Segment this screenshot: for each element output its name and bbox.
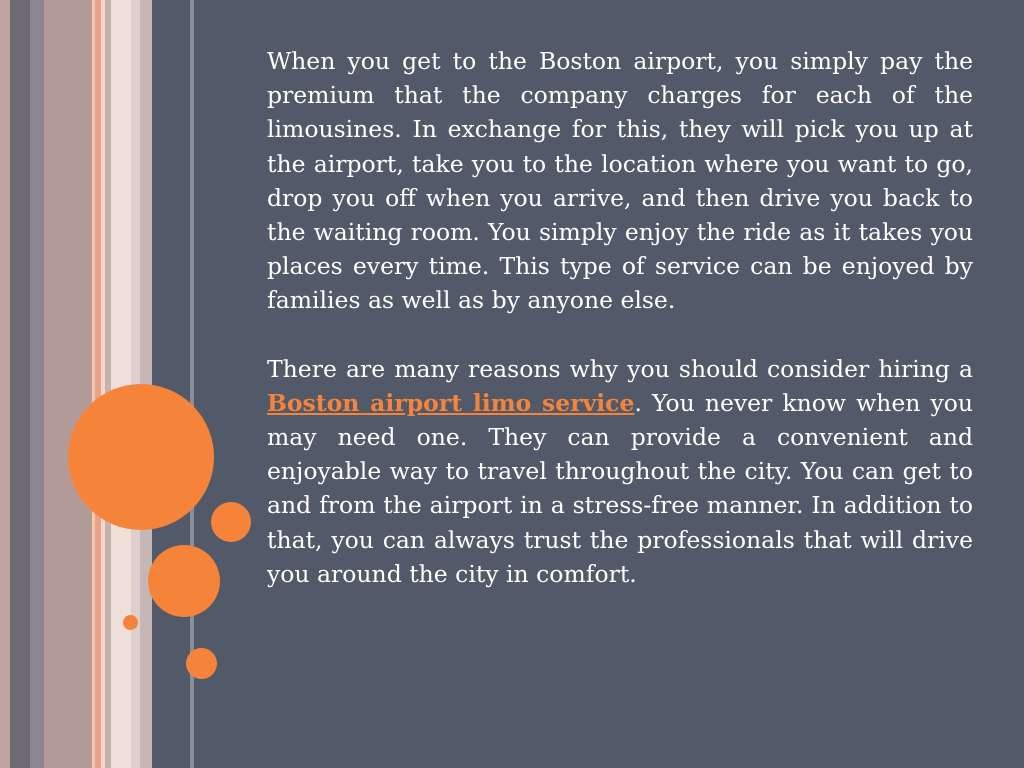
small-orange-circle	[186, 648, 217, 679]
paragraph-text-start: There are many reasons why you should consider hiring a	[267, 354, 973, 383]
paragraph-reasons	[267, 352, 973, 591]
stripe	[152, 0, 190, 768]
stripe	[44, 0, 92, 768]
large-orange-circle	[68, 384, 214, 530]
paragraph-text-end: . You never know when you may need one. They can provide a convenient and enjoyable way to travel throughout the city. You can get to and from the airport in a stress-free manner. In addition to that, you can always trust the professionals that will drive you around the city in comfort.	[267, 388, 973, 588]
paragraph-boston-airport: When you get to the Boston airport, you simply pay the premium that the company charges for each of the limousines. In exchange for this, they will pick you up at the airport, take you to the location where you want to go, drop you off when you arrive, and then drive you back to the waiting room. You simply enjoy the ride as it takes you places every time. This type of service can be enjoyed by families as well as by anyone else.	[267, 47, 973, 315]
slide-content	[267, 44, 973, 625]
stripe	[0, 0, 10, 768]
small-orange-circle	[211, 502, 251, 542]
stripe	[10, 0, 30, 768]
medium-orange-circle	[148, 545, 220, 617]
boston-airport-limo-link[interactable]: Boston airport limo service	[267, 388, 635, 417]
tiny-orange-circle	[123, 615, 138, 630]
decorative-stripes	[0, 0, 200, 768]
stripe	[30, 0, 44, 768]
